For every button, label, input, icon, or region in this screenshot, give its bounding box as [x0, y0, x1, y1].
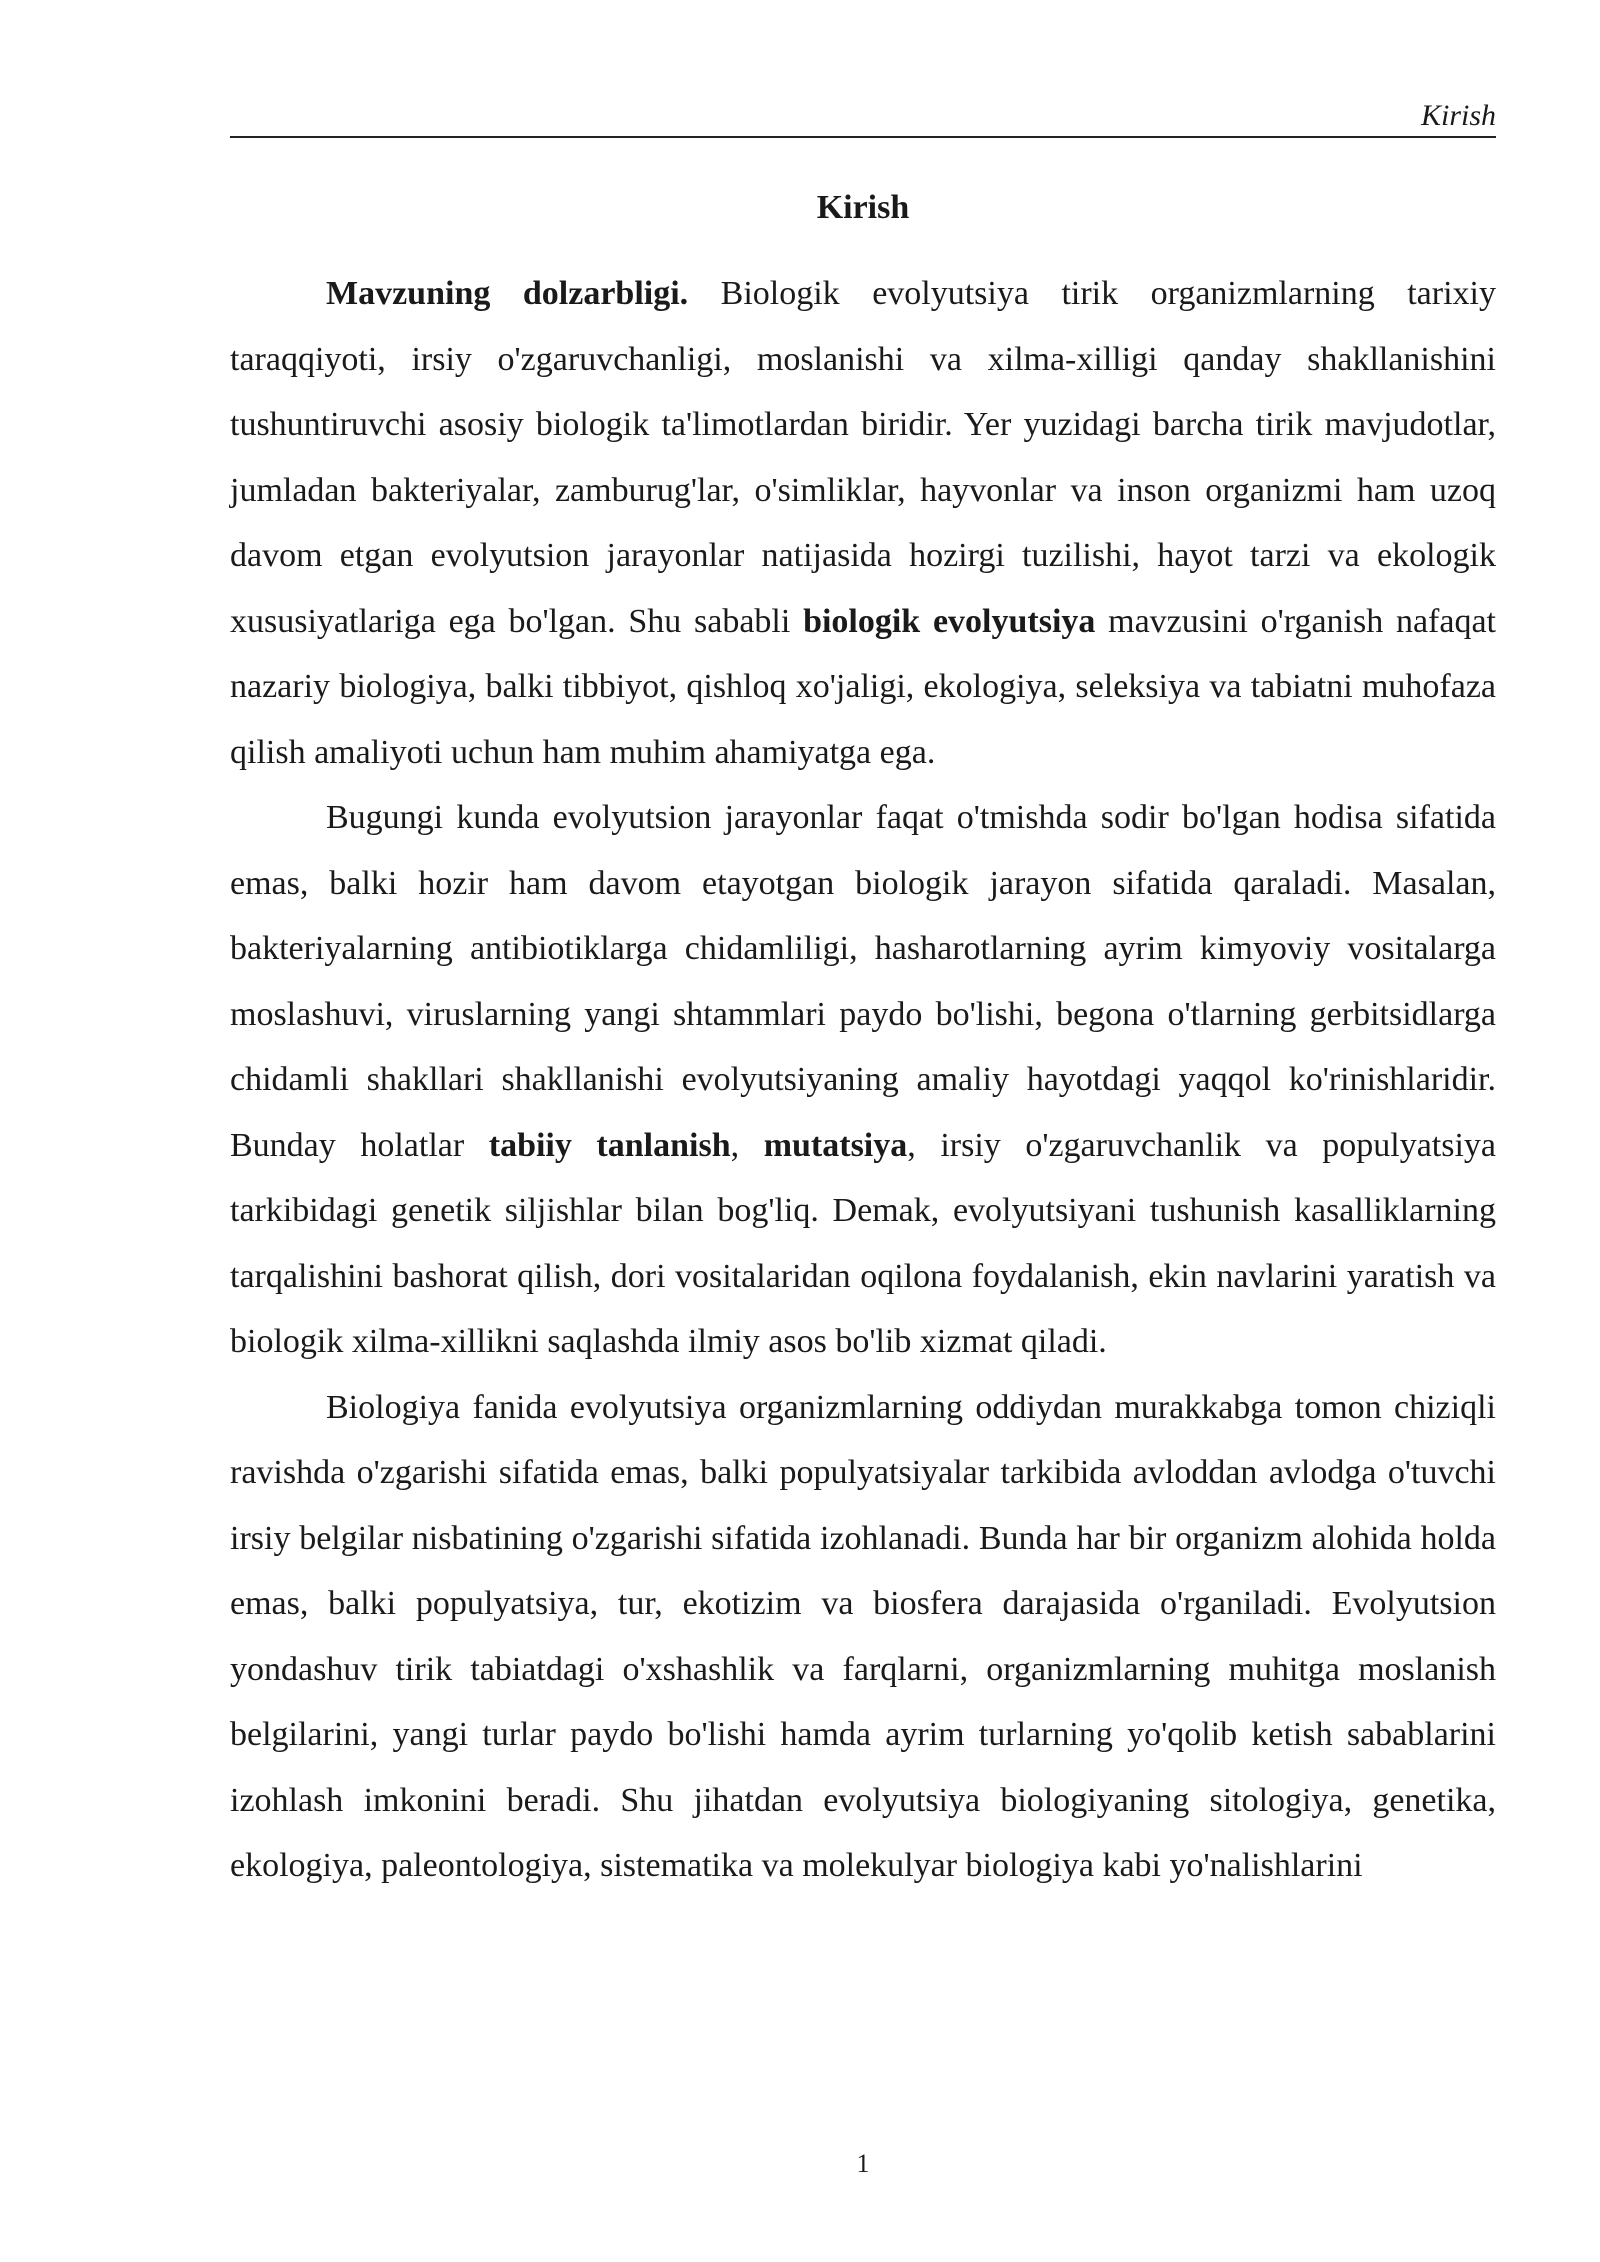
paragraph-1	[230, 261, 1496, 785]
paragraph-1-text-1: Biologik evolyutsiya tirik organizmlarning tarixiy taraqqiyoti, irsiy o'zgaruvchanligi, moslanishi va xilma-xilligi qanday shakllanishini tushuntiruvchi asosiy biologik ta'limotlardan biridir. Yer yuzidagi barcha tirik mavjudotlar, jumladan bakteriyalar, zamburug'lar, o'simliklar, hayvonlar va inson organizmi ham uzoq davom etgan evolyutsion jarayonlar natijasida hozirgi tuzilishi, hayot tarzi va ekologik xususiyatlariga ega bo'lgan. Shu sababli	[230, 275, 1496, 640]
page-title: Kirish	[816, 189, 910, 226]
paragraph-2	[230, 785, 1496, 1375]
paragraph-1-bold-term: biologik evolyutsiya	[803, 602, 1096, 640]
paragraph-2-text-2: ,	[730, 1126, 764, 1164]
paragraph-2-text-1: Bugungi kunda evolyutsion jarayonlar faqat o'tmishda sodir bo'lgan hodisa sifatida emas, balki hozir ham davom etayotgan biologik jarayon sifatida qaraladi. Masalan, bakteriyalarning antibiotiklarga chidamliligi, hasharotlarning ayrim kimyoviy vositalarga moslashuvi, viruslarning yangi shtammlari paydo bo'lishi, begona o'tlarning gerbitsidlarga chidamli shakllari shakllanishi evolyutsiyaning amaliy hayotdagi yaqqol ko'rinishlaridir. Bunday holatlar	[230, 799, 1496, 1164]
body-text	[230, 261, 1496, 1899]
paragraph-2-bold-term-1: tabiiy tanlanish	[488, 1126, 731, 1164]
document-page	[230, 0, 1496, 2262]
paragraph-3	[230, 1375, 1496, 1899]
paragraph-1-text-2: mavzusini o'rganish nafaqat nazariy biologiya, balki tibbiyot, qishloq xo'jaligi, ekologiya, seleksiya va tabiatni muhofaza qilish amaliyoti uchun ham muhim ahamiyatga ega.	[230, 602, 1496, 771]
paragraph-2-bold-term-2: mutatsiya	[763, 1126, 908, 1164]
paragraph-3-text-1: Biologiya fanida evolyutsiya organizmlarning oddiydan murakkabga tomon chiziqli ravishda o'zgarishi sifatida emas, balki populyatsiyalar tarkibida avloddan avlodga o'tuvchi irsiy belgilar nisbatining o'zgarishi sifatida izohlanadi. Bunda har bir organizm alohida holda emas, balki populyatsiya, tur, ekotizim va biosfera darajasida o'rganiladi. Evolyutsion yondashuv tirik tabiatdagi o'xshashlik va farqlarni, organizmlarning muhitga moslanish belgilarini, yangi turlar paydo bo'lishi hamda ayrim turlarning yo'qolib ketish sabablarini izohlash imkonini beradi. Shu jihatdan evolyutsiya biologiyaning sitologiya, genetika, ekologiya, paleontologiya, sistematika va molekulyar biologiya kabi yo'nalishlarini	[230, 1388, 1496, 1884]
page-number: 1	[856, 2149, 870, 2178]
paragraph-2-text-3: , irsiy o'zgaruvchanlik va populyatsiya tarkibidagi genetik siljishlar bilan bog'liq. Demak, evolyutsiyani tushunish kasalliklarning tarqalishini bashorat qilish, dori vositalaridan oqilona foydalanish, ekin navlarini yaratish va biologik xilma-xillikni saqlashda ilmiy asos bo'lib xizmat qiladi.	[230, 1126, 1496, 1360]
paragraph-1-lead: Mavzuning dolzarbligi.	[326, 275, 689, 312]
header-divider	[230, 136, 1496, 138]
running-header: Kirish	[1420, 99, 1496, 132]
